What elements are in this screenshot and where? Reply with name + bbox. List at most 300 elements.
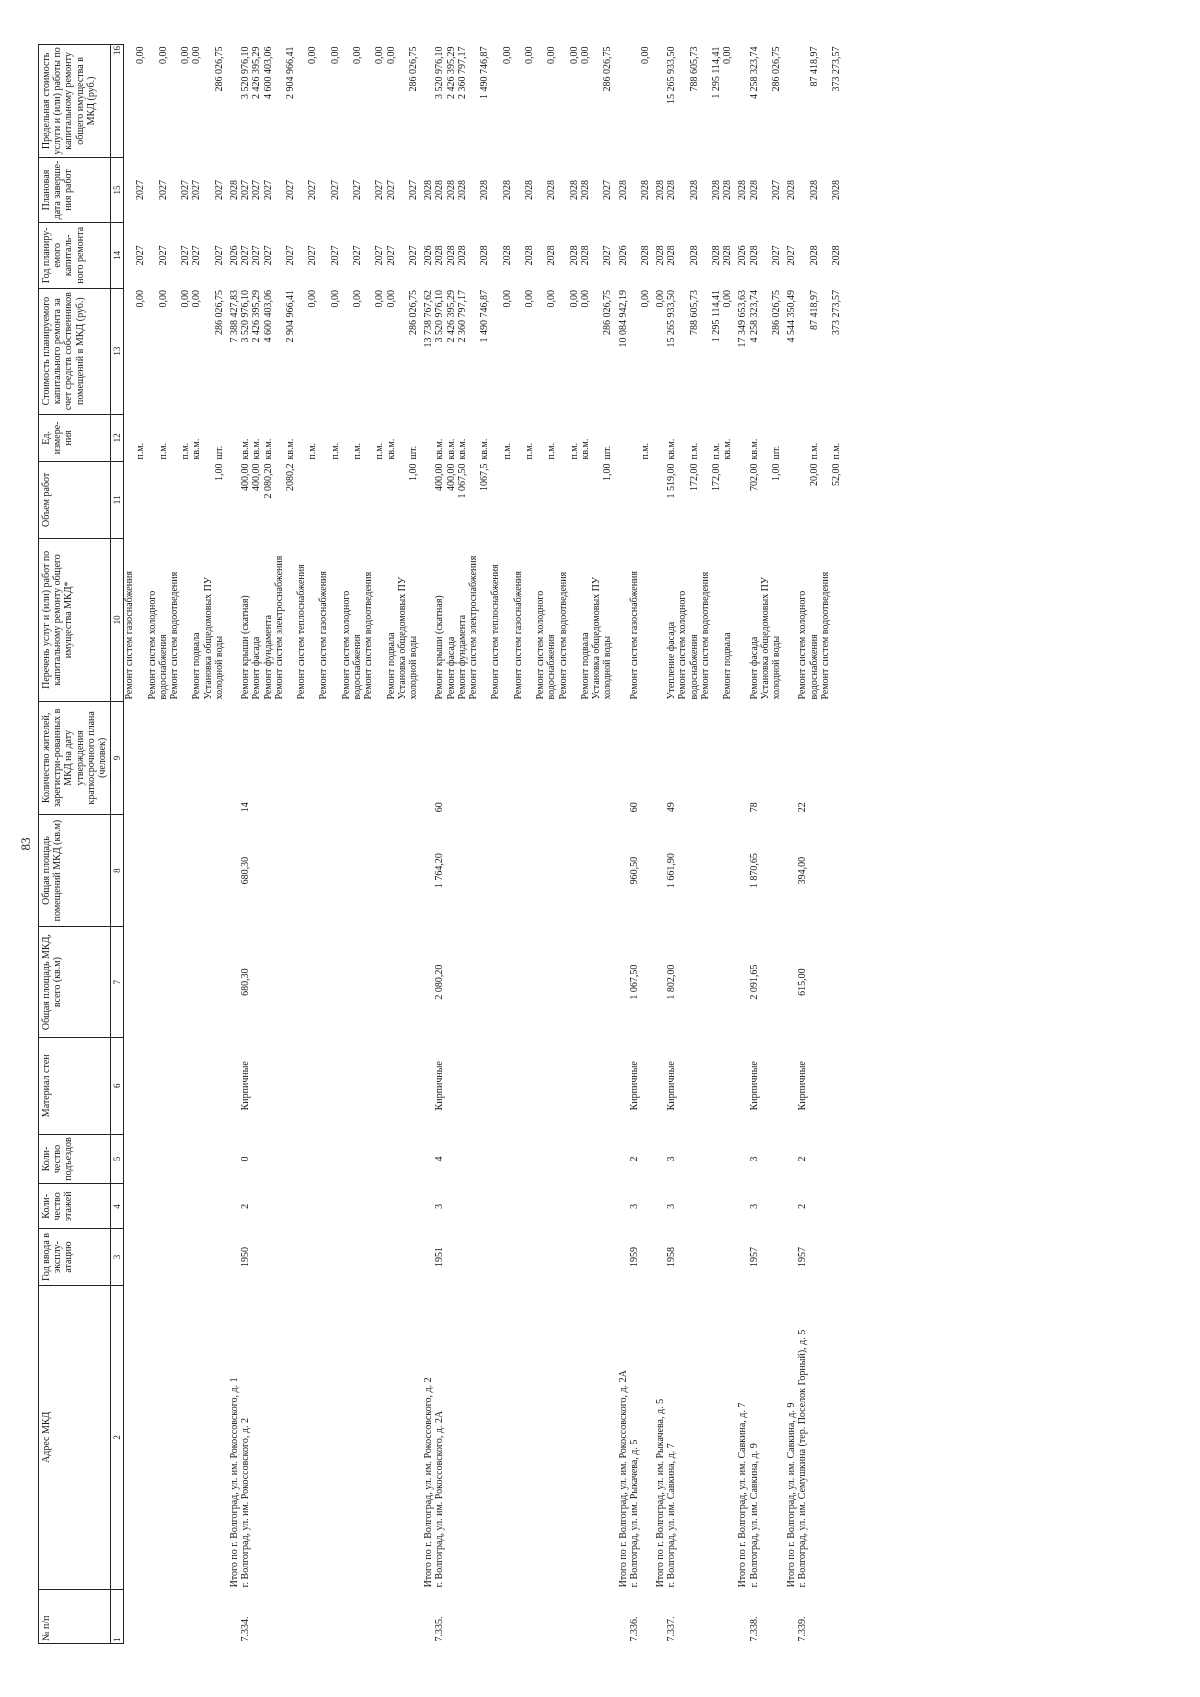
work-volume-line: 1,00	[408, 463, 420, 482]
empty-cell	[782, 814, 797, 927]
work-date-line: 2027	[191, 180, 203, 200]
work-limit-line: 286 026,75	[213, 46, 225, 92]
repair-plan-table	[38, 44, 842, 1644]
work-volume-line: 172,00	[688, 463, 700, 492]
empty-cell	[733, 1037, 748, 1134]
empty-cell	[419, 45, 434, 158]
work-limit-line: 0,00	[546, 46, 558, 64]
work-volume-line	[124, 464, 146, 537]
work-year-line: 2028	[445, 245, 457, 266]
total-label: Итого по г. Волгоград, ул. им. Рыкачева, д. 5	[655, 1398, 667, 1588]
total-year: 2027	[786, 245, 798, 266]
work-unit-line: п.м.	[352, 442, 364, 460]
work-volume-line: 400,00	[251, 463, 263, 492]
work-year-line: 2027	[284, 245, 296, 266]
work-name-line: Ремонт систем теплоснабжения	[296, 564, 308, 700]
empty-cell	[614, 702, 629, 815]
work-cost-line: 2 426 395,29	[251, 290, 263, 343]
work-unit-line: шт.	[213, 445, 225, 460]
work-unit-line: п.м.	[711, 442, 723, 460]
work-date-line: 2028	[748, 180, 760, 200]
work-unit-line: кв.м.	[434, 438, 446, 460]
work-name-line: Ремонт подвала	[722, 632, 734, 700]
work-cost	[749, 288, 783, 414]
work-date-line: 2028	[666, 180, 678, 200]
work-volume-line	[169, 464, 191, 537]
work-cost-line: 0,00	[191, 290, 203, 308]
empty-cell	[614, 1184, 629, 1229]
work-limit-line: 0,00	[307, 46, 319, 64]
house-entrances: 4	[434, 1156, 446, 1162]
total-row	[651, 45, 666, 1644]
work-year-line: 2028	[479, 245, 491, 266]
work-limit-line: 2 904 966,41	[284, 46, 296, 99]
work-date	[240, 157, 419, 222]
empty-cell	[419, 538, 434, 701]
work-unit-line: кв.м.	[262, 438, 274, 460]
work-unit-line: кв.м.	[666, 438, 678, 460]
work-date	[666, 157, 733, 222]
col-number: 3	[111, 1229, 124, 1285]
work-date-line: 2028	[808, 180, 820, 200]
house-row	[749, 45, 783, 1644]
work-year-line: 2028	[639, 245, 651, 266]
empty-cell	[419, 462, 434, 539]
total-cost: 4 544 350,49	[786, 290, 798, 343]
house-address: г. Волгоград, ул. им. Рокоссовского, д. 2А	[434, 1410, 446, 1588]
house-entrances	[124, 1134, 225, 1184]
col-number: 7	[111, 927, 124, 1037]
work-date-line: 2028	[639, 180, 651, 200]
work-date-line: 2028	[456, 180, 468, 200]
work-limit-line: 1 295 114,41	[711, 46, 723, 99]
work-limit-line: 0,00	[568, 46, 580, 64]
total-cost: 17 349 653,63	[737, 290, 749, 348]
work-date	[797, 157, 842, 222]
work-cost-line: 0,00	[157, 290, 169, 308]
work-name-line: Ремонт систем электроснабжения	[467, 555, 479, 700]
empty-cell	[225, 1037, 240, 1134]
work-year-line: 2028	[808, 245, 820, 266]
work-year-line: 2027	[191, 245, 203, 266]
work-name-line: Ремонт систем электроснабжения	[273, 555, 285, 700]
col-header: Коли-чество подъездов	[39, 1134, 111, 1184]
work-year	[666, 223, 733, 288]
empty-cell	[651, 414, 666, 461]
house-row	[797, 45, 842, 1644]
empty-cell	[614, 462, 629, 539]
work-unit-line: п.м.	[180, 442, 192, 460]
work-limit-line: 1 490 746,87	[479, 46, 491, 99]
work-limit-line: 0,00	[157, 46, 169, 64]
empty-cell	[782, 702, 797, 815]
house-row	[629, 45, 651, 1644]
house-year	[124, 1229, 225, 1285]
work-unit-line: кв.м.	[191, 438, 203, 460]
work-date-line: 2027	[213, 180, 225, 200]
work-cost-line: 2 360 797,17	[456, 290, 468, 343]
house-entrances: 0	[240, 1156, 252, 1162]
work-cost-line: 0,00	[352, 290, 364, 308]
work-year-line: 2027	[771, 245, 783, 266]
work-cost-line: 0,00	[135, 290, 147, 308]
work-unit-line: п.м.	[501, 442, 513, 460]
work-cost-line: 0,00	[374, 290, 386, 308]
work-date-line: 2028	[434, 180, 446, 200]
total-cost: 10 084 942,19	[617, 290, 629, 348]
work-cost-line: 286 026,75	[408, 290, 420, 336]
house-address	[124, 1285, 225, 1589]
work-limit-line: 2 426 395,29	[251, 46, 263, 99]
empty-cell	[782, 927, 797, 1037]
work-limit-line: 0,00	[374, 46, 386, 64]
work-volume-line	[341, 464, 363, 537]
work-name-line: Ремонт систем холодного водоснабжения	[535, 590, 558, 700]
work-date-line: 2027	[329, 180, 341, 200]
house-row	[240, 45, 419, 1644]
house-floors: 2	[797, 1203, 809, 1209]
col-number: 10	[111, 538, 124, 701]
work-year-line: 2028	[722, 245, 734, 266]
house-material: Кирпичные	[666, 1061, 678, 1111]
work-year-line: 2027	[251, 245, 263, 266]
work-cost-line: 4 258 323,74	[748, 290, 760, 343]
work-year-line: 2028	[456, 245, 468, 266]
work-cost-line: 286 026,75	[213, 290, 225, 336]
work-name-line: Ремонт фасада	[748, 636, 760, 700]
empty-cell	[651, 1229, 666, 1285]
empty-cell	[782, 414, 797, 461]
empty-cell	[614, 927, 629, 1037]
work-volume-line: 2080,2	[284, 463, 296, 492]
empty-cell	[614, 45, 629, 158]
col-number: 5	[111, 1134, 124, 1184]
empty-cell	[782, 45, 797, 158]
work-limit-line: 0,00	[135, 46, 147, 64]
work-date	[434, 157, 613, 222]
house-area-rooms	[124, 814, 225, 927]
work-year-line: 2027	[262, 245, 274, 266]
total-num	[733, 1589, 748, 1643]
work-year-line: 2027	[408, 245, 420, 266]
work-limit-line: 0,00	[180, 46, 192, 64]
column-number-row	[111, 45, 124, 1644]
work-unit	[434, 414, 613, 461]
work-cost-line: 0,00	[329, 290, 341, 308]
work-year-line: 2027	[374, 245, 386, 266]
work-limit	[666, 45, 733, 158]
house-number: 7.339.	[797, 1616, 809, 1642]
work-year	[629, 223, 651, 288]
work-limit-line: 15 265 933,50	[666, 46, 678, 104]
work-cost-line: 0,00	[501, 290, 513, 308]
empty-cell	[651, 702, 666, 815]
work-cost	[629, 288, 651, 414]
work-name-line: Ремонт систем водоотведения	[168, 571, 180, 700]
work-limit-line: 4 258 323,74	[748, 46, 760, 99]
work-name-line: Ремонт систем холодного водоснабжения	[797, 590, 820, 700]
work-cost-line: 2 904 966,41	[284, 290, 296, 343]
work-volume-line	[535, 464, 557, 537]
work-date	[124, 157, 225, 222]
house-year: 1950	[240, 1247, 252, 1268]
empty-cell	[225, 1229, 240, 1285]
work-year-line: 2028	[748, 245, 760, 266]
house-residents	[124, 702, 225, 815]
empty-cell	[651, 1037, 666, 1134]
total-cost: 0,00	[655, 290, 667, 308]
work-limit-line: 0,00	[523, 46, 535, 64]
work-cost-line: 2 426 395,29	[445, 290, 457, 343]
work-date-line: 2028	[722, 180, 734, 200]
empty-cell	[733, 414, 748, 461]
work-year-line: 2027	[352, 245, 364, 266]
col-header: Общая площадь помещений МКД (кв.м)	[39, 814, 111, 927]
house-year: 1958	[666, 1247, 678, 1268]
empty-cell	[651, 462, 666, 539]
work-cost-line: 286 026,75	[771, 290, 783, 336]
work-name-line: Ремонт систем холодного водоснабжения	[677, 590, 700, 700]
total-year: 2028	[655, 245, 667, 266]
work-year-line: 2027	[213, 245, 225, 266]
house-entrances: 3	[666, 1156, 678, 1162]
col-header: Стоимость планируемого капитального ремонта за счет средств собственников помещений в МКД (руб.)	[39, 288, 111, 414]
col-header: Количество жителей, зарегистри-рованных в МКД на дату утверждения краткосрочного плана (человек)	[39, 702, 111, 815]
empty-cell	[782, 1134, 797, 1184]
work-limit-line: 0,00	[352, 46, 364, 64]
house-floors	[124, 1184, 225, 1229]
work-unit-line: шт.	[771, 445, 783, 460]
work-cost-line: 0,00	[579, 290, 591, 308]
col-number: 8	[111, 814, 124, 927]
house-area-total: 615,00	[797, 968, 809, 996]
empty-cell	[225, 45, 240, 158]
work-name-line: Ремонт подвала	[191, 632, 203, 700]
total-date: 2028	[737, 180, 749, 200]
house-material: Кирпичные	[797, 1061, 809, 1111]
work-cost-line: 0,00	[722, 290, 734, 308]
house-number: 7.334.	[240, 1616, 252, 1642]
total-row	[225, 45, 240, 1644]
empty-cell	[225, 1184, 240, 1229]
work-volume-line: 1,00	[213, 463, 225, 482]
work-name-line: Ремонт фундамента	[456, 614, 468, 700]
work-year-line: 2028	[523, 245, 535, 266]
work-name-line: Ремонт систем холодного водоснабжения	[146, 590, 169, 700]
house-year: 1959	[628, 1247, 640, 1268]
work-name-line: Ремонт систем водоотведения	[819, 571, 831, 700]
total-date: 2028	[655, 180, 667, 200]
total-row	[733, 45, 748, 1644]
work-year-line: 2028	[666, 245, 678, 266]
house-material: Кирпичные	[748, 1061, 760, 1111]
work-limit-line: 286 026,75	[602, 46, 614, 92]
empty-cell	[614, 538, 629, 701]
empty-cell	[225, 927, 240, 1037]
work-year-line: 2028	[501, 245, 513, 266]
work-date-line: 2027	[385, 180, 397, 200]
empty-cell	[733, 462, 748, 539]
work-volume-line: 1,00	[602, 463, 614, 482]
empty-cell	[419, 927, 434, 1037]
work-volume	[434, 462, 613, 539]
work-cost-line: 3 520 976,10	[240, 290, 252, 343]
empty-cell	[651, 538, 666, 701]
work-limit-line: 0,00	[385, 46, 397, 64]
house-area-rooms: 1 661,90	[666, 853, 678, 889]
work-cost	[666, 288, 733, 414]
work-volume-line: 172,00	[711, 463, 723, 492]
work-date	[749, 157, 783, 222]
work-year-line: 2027	[307, 245, 319, 266]
empty-cell	[733, 45, 748, 158]
work-name-line: Ремонт систем водоотведения	[557, 571, 569, 700]
work-name-line: Ремонт систем газоснабжения	[124, 570, 136, 700]
work-name-line: Установка общедомовых ПУ холодной воды	[759, 577, 782, 700]
work-year-line: 2028	[711, 245, 723, 266]
work-date-line: 2027	[374, 180, 386, 200]
work-unit	[666, 414, 733, 461]
work-name-line: Ремонт крыши (скатная)	[434, 595, 446, 700]
work-year-line: 2027	[180, 245, 192, 266]
col-header: Год планиру-емого капиталь-ного ремонта	[39, 223, 111, 288]
work-limit-line: 87 418,97	[808, 46, 820, 87]
work-date-line: 2027	[771, 180, 783, 200]
work-name-line: Ремонт систем газоснабжения	[318, 570, 330, 700]
work-volume-line	[386, 464, 397, 537]
house-material: Кирпичные	[434, 1061, 446, 1111]
empty-cell	[614, 814, 629, 927]
work-volume-line: 702,00	[748, 463, 760, 492]
empty-cell	[225, 462, 240, 539]
house-floors: 3	[666, 1203, 678, 1209]
house-address: г. Волгоград, ул. им. Савкина, д. 7	[666, 1443, 678, 1588]
work-date-line: 2027	[602, 180, 614, 200]
work-name-line: Ремонт систем газоснабжения	[512, 570, 524, 700]
work-volume-line	[558, 464, 580, 537]
work-limit	[240, 45, 419, 158]
work-limit-line: 4 600 403,06	[262, 46, 274, 99]
work-volume-line: 20,00	[808, 463, 820, 487]
work-year-line: 2027	[385, 245, 397, 266]
total-date: 2028	[617, 180, 629, 200]
work-name-line: Ремонт фундамента	[262, 614, 274, 700]
empty-cell	[733, 1134, 748, 1184]
house-area-rooms: 394,00	[797, 856, 809, 885]
work-cost-line: 0,00	[523, 290, 535, 308]
work-name	[749, 538, 783, 701]
work-name-line: Установка общедомовых ПУ холодной воды	[202, 577, 225, 700]
house-area-rooms: 1 870,65	[748, 853, 760, 889]
col-header: Перечень услуг и (или) работ по капитальному ремонту общего имущества МКД*	[39, 538, 111, 701]
work-date-line: 2027	[408, 180, 420, 200]
empty-cell	[419, 1037, 434, 1134]
work-volume-line	[722, 464, 733, 537]
work-unit-line: п.м.	[830, 442, 842, 460]
col-header: Адрес МКД	[39, 1285, 111, 1589]
work-limit-line: 3 520 976,10	[240, 46, 252, 99]
col-number: 12	[111, 414, 124, 461]
work-unit-line: п.м.	[307, 442, 319, 460]
work-volume-line	[490, 464, 512, 537]
work-unit-line: п.м.	[157, 442, 169, 460]
house-residents: 22	[797, 802, 809, 813]
work-year-line: 2027	[157, 245, 169, 266]
empty-cell	[419, 1134, 434, 1184]
work-date-line: 2028	[830, 180, 842, 200]
work-year-line: 2028	[546, 245, 558, 266]
work-name-line: Ремонт фасада	[445, 636, 457, 700]
col-header: Предельная стоимость услуги и (или) работы по капитальному ремонту общего имущества в МКД (руб.)	[39, 45, 111, 158]
work-volume-line: 1067,5	[479, 463, 491, 492]
house-area-rooms: 680,30	[240, 856, 252, 885]
header-row	[39, 45, 111, 1644]
work-cost-line: 4 600 403,06	[262, 290, 274, 343]
work-unit-line: п.м.	[639, 442, 651, 460]
work-date-line: 2028	[688, 180, 700, 200]
work-name-line: Ремонт систем газоснабжения	[628, 570, 640, 700]
work-date-line: 2028	[546, 180, 558, 200]
work-name-line: Ремонт фасада	[251, 636, 263, 700]
work-volume	[797, 462, 842, 539]
empty-cell	[651, 927, 666, 1037]
work-unit-line: п.м.	[523, 442, 535, 460]
empty-cell	[733, 1229, 748, 1285]
work-cost	[797, 288, 842, 414]
total-label: Итого по г. Волгоград, ул. им. Рокоссовского, д. 1	[228, 1377, 240, 1588]
work-date-line: 2027	[240, 180, 252, 200]
col-header: № п/п	[39, 1589, 111, 1643]
work-date-line: 2027	[262, 180, 274, 200]
col-number: 4	[111, 1184, 124, 1229]
work-unit-line: кв.м.	[240, 438, 252, 460]
house-area-total: 2 080,20	[434, 964, 446, 1000]
empty-cell	[225, 538, 240, 701]
total-date: 2028	[228, 180, 240, 200]
total-num	[419, 1589, 434, 1643]
work-name-line: Ремонт крыши (скатная)	[240, 595, 252, 700]
work-year-line: 2027	[135, 245, 147, 266]
work-limit-line: 2 426 395,29	[445, 46, 457, 99]
total-date: 2028	[786, 180, 798, 200]
col-number: 1	[111, 1589, 124, 1643]
work-name	[629, 538, 651, 701]
work-unit-line: кв.м.	[748, 438, 760, 460]
page-number: 83	[18, 837, 33, 851]
work-limit	[797, 45, 842, 158]
work-unit-line: п.м.	[688, 442, 700, 460]
work-date-line: 2027	[307, 180, 319, 200]
work-volume	[124, 462, 225, 539]
work-volume	[749, 462, 783, 539]
work-volume-line	[191, 464, 202, 537]
work-name-line: Установка общедомовых ПУ холодной воды	[396, 577, 420, 700]
work-date-line: 2028	[523, 180, 535, 200]
empty-cell	[225, 814, 240, 927]
work-cost-line: 0,00	[180, 290, 192, 308]
empty-cell	[782, 1037, 797, 1134]
work-year	[797, 223, 842, 288]
empty-cell	[782, 1184, 797, 1229]
house-year: 1957	[797, 1247, 809, 1268]
work-volume	[666, 462, 733, 539]
work-limit-line: 0,00	[501, 46, 513, 64]
work-volume	[240, 462, 419, 539]
total-row	[614, 45, 629, 1644]
work-unit-line: кв.м.	[445, 438, 457, 460]
work-unit	[749, 414, 783, 461]
empty-cell	[225, 702, 240, 815]
